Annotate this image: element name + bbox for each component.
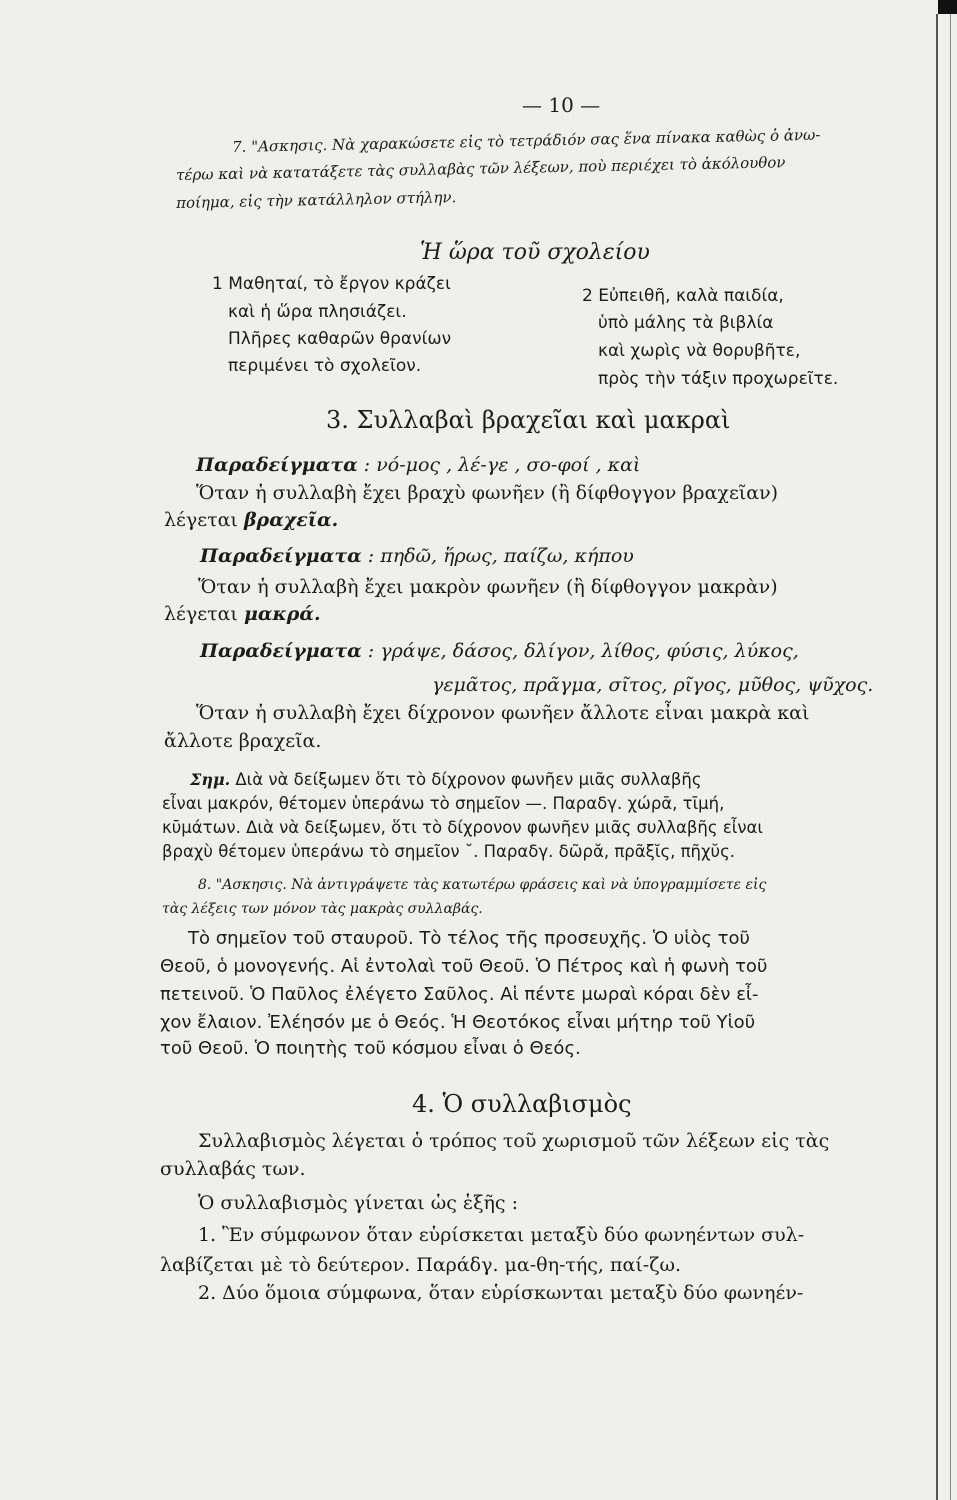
passage-line: Θεοῦ, ὁ μονογενής. Αἱ ἐντολαὶ τοῦ Θεοῦ. Ὁ Πέτρος καὶ ἡ φωνὴ τοῦ: [160, 956, 768, 977]
examples-label: Παραδείγματα: [200, 545, 362, 567]
rule-short-line-1: Ὅταν ἡ συλλαβὴ ἔχει βραχὺ φωνῆεν (ἢ δίφθογγον βραχεῖαν): [196, 482, 779, 504]
passage-line: χον ἔλαιον. Ἐλέησόν με ὁ Θεός. Ἡ Θεοτόκος εἶναι μήτηρ τοῦ Υἱοῦ: [160, 1012, 756, 1033]
page-edge-line: [936, 14, 938, 1500]
exercise8-line: 8. "Ασκησις. Νὰ ἀντιγράψετε τὰς κατωτέρω φράσεις καὶ νὰ ὑπογραμμίσετε εἰς: [198, 877, 767, 893]
exercise7-line-2: τέρω καὶ νὰ κατατάξετε τὰς συλλαβὰς τῶν λέξεων, ποὺ περιέχει τὸ ἀκόλουθον: [175, 153, 786, 184]
term-long: μακρά.: [243, 603, 321, 625]
exercise8-line: τὰς λέξεις των μόνον τὰς μακρὰς συλλαβάς.: [162, 901, 483, 917]
section3-heading: 3. Συλλαβαὶ βραχεῖαι καὶ μακραὶ: [326, 406, 731, 434]
poem-title: Ἡ ὥρα τοῦ σχολείου: [420, 240, 650, 265]
syllabification-line: Ὁ συλλαβισμὸς γίνεται ὡς ἑξῆς :: [198, 1192, 519, 1214]
section4-heading: 4. Ὁ συλλαβισμὸς: [412, 1090, 632, 1118]
page-edge-line-outer: [950, 14, 951, 1500]
note-line: βραχὺ θέτομεν ὑπεράνω τὸ σημεῖον ˘. Παραδγ. δῶρᾰ, πρᾶξῐς, πῆχῠς.: [162, 842, 736, 861]
exercise7-line-1: 7. "Ασκησις. Νὰ χαρακώσετε εἰς τὸ τετράδιόν σας ἕνα πίνακα καθὼς ὁ ἀνω-: [231, 125, 821, 156]
poem-right-line: ὑπὸ μάλης τὰ βιβλία: [598, 313, 774, 333]
rule-dichronon-line-1: Ὅταν ἡ συλλαβὴ ἔχει δίχρονον φωνῆεν ἄλλοτε εἶναι μακρὰ καὶ: [196, 702, 810, 724]
note-line: εἶναι μακρόν, θέτομεν ὑπεράνω τὸ σημεῖον —. Παραδγ. χώρᾱ, τῑμή,: [162, 794, 725, 813]
rule-long-line-1: Ὅταν ἡ συλλαβὴ ἔχει μακρὸν φωνῆεν (ἢ δίφθογγον μακρὰν): [198, 576, 778, 598]
examples-words: : γράψε, δάσος, δλίγον, λίθος, φύσις, λύκος,: [367, 640, 799, 662]
rule-long-line-2: λέγεται: [164, 603, 238, 625]
poem-left-line: περιμένει τὸ σχολεῖον.: [228, 356, 422, 376]
examples-words-cont: γεμᾶτος, πρᾶγμα, σῖτος, ρῖγος, μῦθος, ψῦχος.: [432, 674, 874, 696]
note-label: Σημ.: [190, 770, 231, 789]
page-number: — 10 —: [522, 93, 601, 117]
passage-line: Τὸ σημεῖον τοῦ σταυροῦ. Τὸ τέλος τῆς προσευχῆς. Ὁ υἱὸς τοῦ: [188, 928, 750, 949]
note-line: Διὰ νὰ δείξωμεν ὅτι τὸ δίχρονον φωνῆεν μιᾶς συλλαβῆς: [235, 770, 702, 789]
syllabification-rule: λαβίζεται μὲ τὸ δεύτερον. Παράδγ. μα-θη-τής, παί-ζω.: [160, 1254, 682, 1276]
examples-label: Παραδείγματα: [196, 454, 358, 476]
syllabification-rule: 1. Ἓν σύμφωνον ὅταν εὑρίσκεται μεταξὺ δύο φωνηέντων συλ-: [198, 1224, 805, 1246]
poem-right-line: πρὸς τὴν τάξιν προχωρεῖτε.: [598, 369, 839, 389]
scan-corner-mark: [938, 0, 957, 14]
passage-line: τοῦ Θεοῦ. Ὁ ποιητὴς τοῦ κόσμου εἶναι ὁ Θεός.: [160, 1038, 581, 1059]
syllabification-rule: 2. Δύο ὅμοια σύμφωνα, ὅταν εὑρίσκωνται μεταξὺ δύο φωνηέν-: [198, 1282, 804, 1304]
examples-words: : νό-μος , λέ-γε , σο-φοί , καὶ: [363, 454, 641, 476]
exercise7-line-3: ποίημα, εἰς τὴν κατάλληλον στήλην.: [175, 188, 457, 212]
poem-left-line: 1 Μαθηταί, τὸ ἔργον κράζει: [212, 274, 451, 294]
note-line: κῡμάτων. Διὰ νὰ δείξωμεν, ὅτι τὸ δίχρονον φωνῆεν μιᾶς συλλαβῆς εἶναι: [162, 818, 764, 837]
rule-short-line-2: λέγεται: [164, 509, 238, 531]
passage-line: πετεινοῦ. Ὁ Παῦλος ἐλέγετο Σαῦλος. Αἱ πέντε μωραὶ κόραι δὲν εἶ-: [160, 984, 759, 1005]
examples-label: Παραδείγματα: [200, 640, 362, 662]
syllabification-line: συλλαβάς των.: [160, 1158, 306, 1180]
poem-left-line: καὶ ἡ ὥρα πλησιάζει.: [228, 302, 407, 322]
term-short: βραχεῖα.: [243, 509, 339, 531]
poem-right-line: 2 Εὐπειθῆ, καλὰ παιδία,: [582, 286, 784, 306]
poem-right-line: καὶ χωρὶς νὰ θορυβῆτε,: [598, 341, 801, 361]
poem-left-line: Πλῆρες καθαρῶν θρανίων: [228, 329, 452, 349]
syllabification-line: Συλλαβισμὸς λέγεται ὁ τρόπος τοῦ χωρισμοῦ τῶν λέξεων εἰς τὰς: [198, 1130, 830, 1152]
examples-words: : πηδῶ, ἥρως, παίζω, κήπου: [367, 545, 634, 567]
rule-dichronon-line-2: ἄλλοτε βραχεῖα.: [164, 730, 322, 752]
